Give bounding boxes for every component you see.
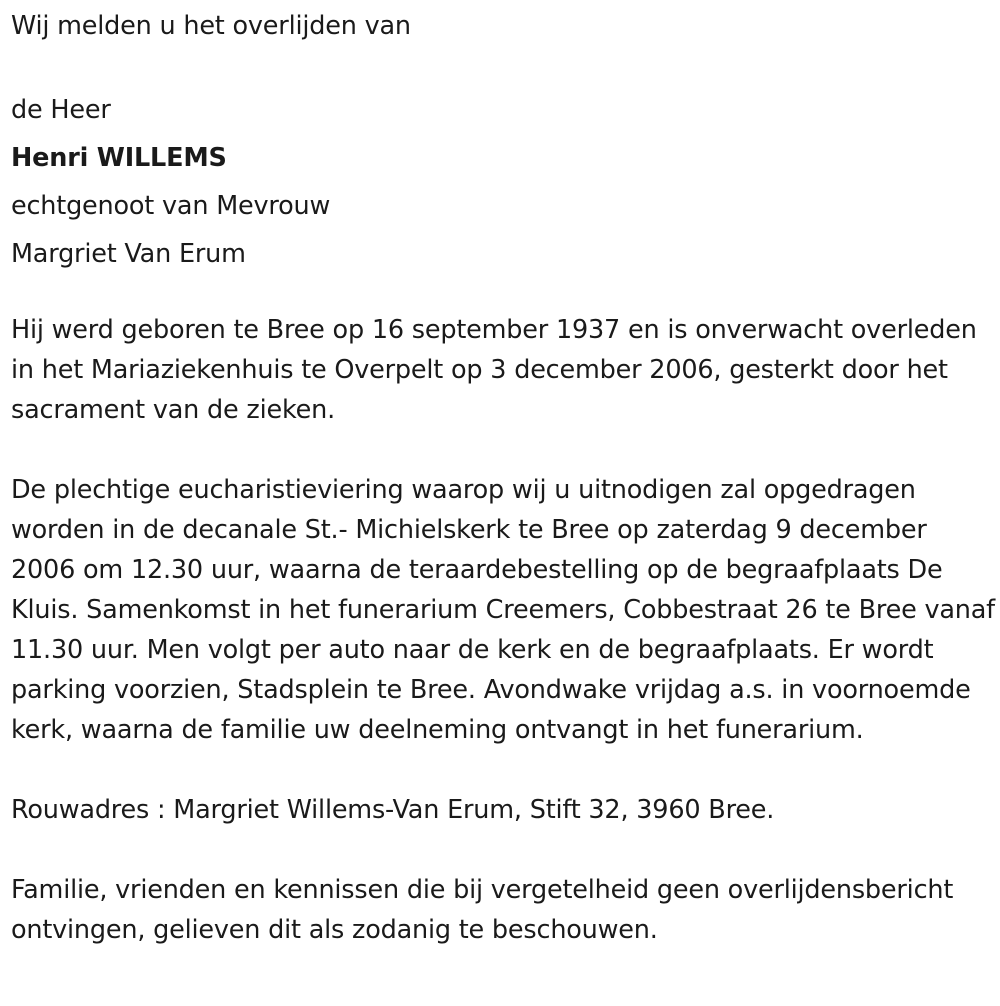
mourning-address: Rouwadres : Margriet Willems-Van Erum, Stift 32, 3960 Bree.	[11, 795, 775, 825]
notice-intro: Wij melden u het overlijden van	[11, 11, 411, 41]
spacer	[11, 430, 996, 470]
spacer	[11, 278, 996, 310]
spacer	[11, 830, 996, 870]
birth-death-paragraph: Hij werd geboren te Bree op 16 september 1937 en is onverwacht overleden in het Mariaziekenhuis te Overpelt op 3 december 2006, gesterkt door het sacrament van de zieken.	[11, 315, 977, 425]
spouse-line-2: Margriet Van Erum	[11, 239, 246, 269]
deceased-block	[11, 86, 996, 278]
death-notice	[11, 6, 996, 950]
ceremony-paragraph: De plechtige eucharistieviering waarop wij u uitnodigen zal opgedragen worden in de decanale St.- Michielskerk te Bree op zaterdag 9 december 2006 om 12.30 uur, waarna de teraardebestelling op de begraafplaats De Kluis. Samenkomst in het funerarium Creemers, Cobbestraat 26 te Bree vanaf 11.30 uur. Men volgt per auto naar de kerk en de begraafplaats. Er wordt parking voorzien, Stadsplein te Bree. Avondwake vrijdag a.s. in voornoemde kerk, waarna de familie uw deelneming ontvangt in het funerarium.	[11, 475, 995, 745]
deceased-name: Henri WILLEMS	[11, 143, 227, 173]
spacer	[11, 750, 996, 790]
spouse-line-1: echtgenoot van Mevrouw	[11, 191, 331, 221]
spacer	[11, 46, 996, 86]
closing-paragraph: Familie, vrienden en kennissen die bij vergetelheid geen overlijdensbericht ontvingen, gelieven dit als zodanig te beschouwen.	[11, 875, 954, 945]
deceased-title: de Heer	[11, 95, 111, 125]
